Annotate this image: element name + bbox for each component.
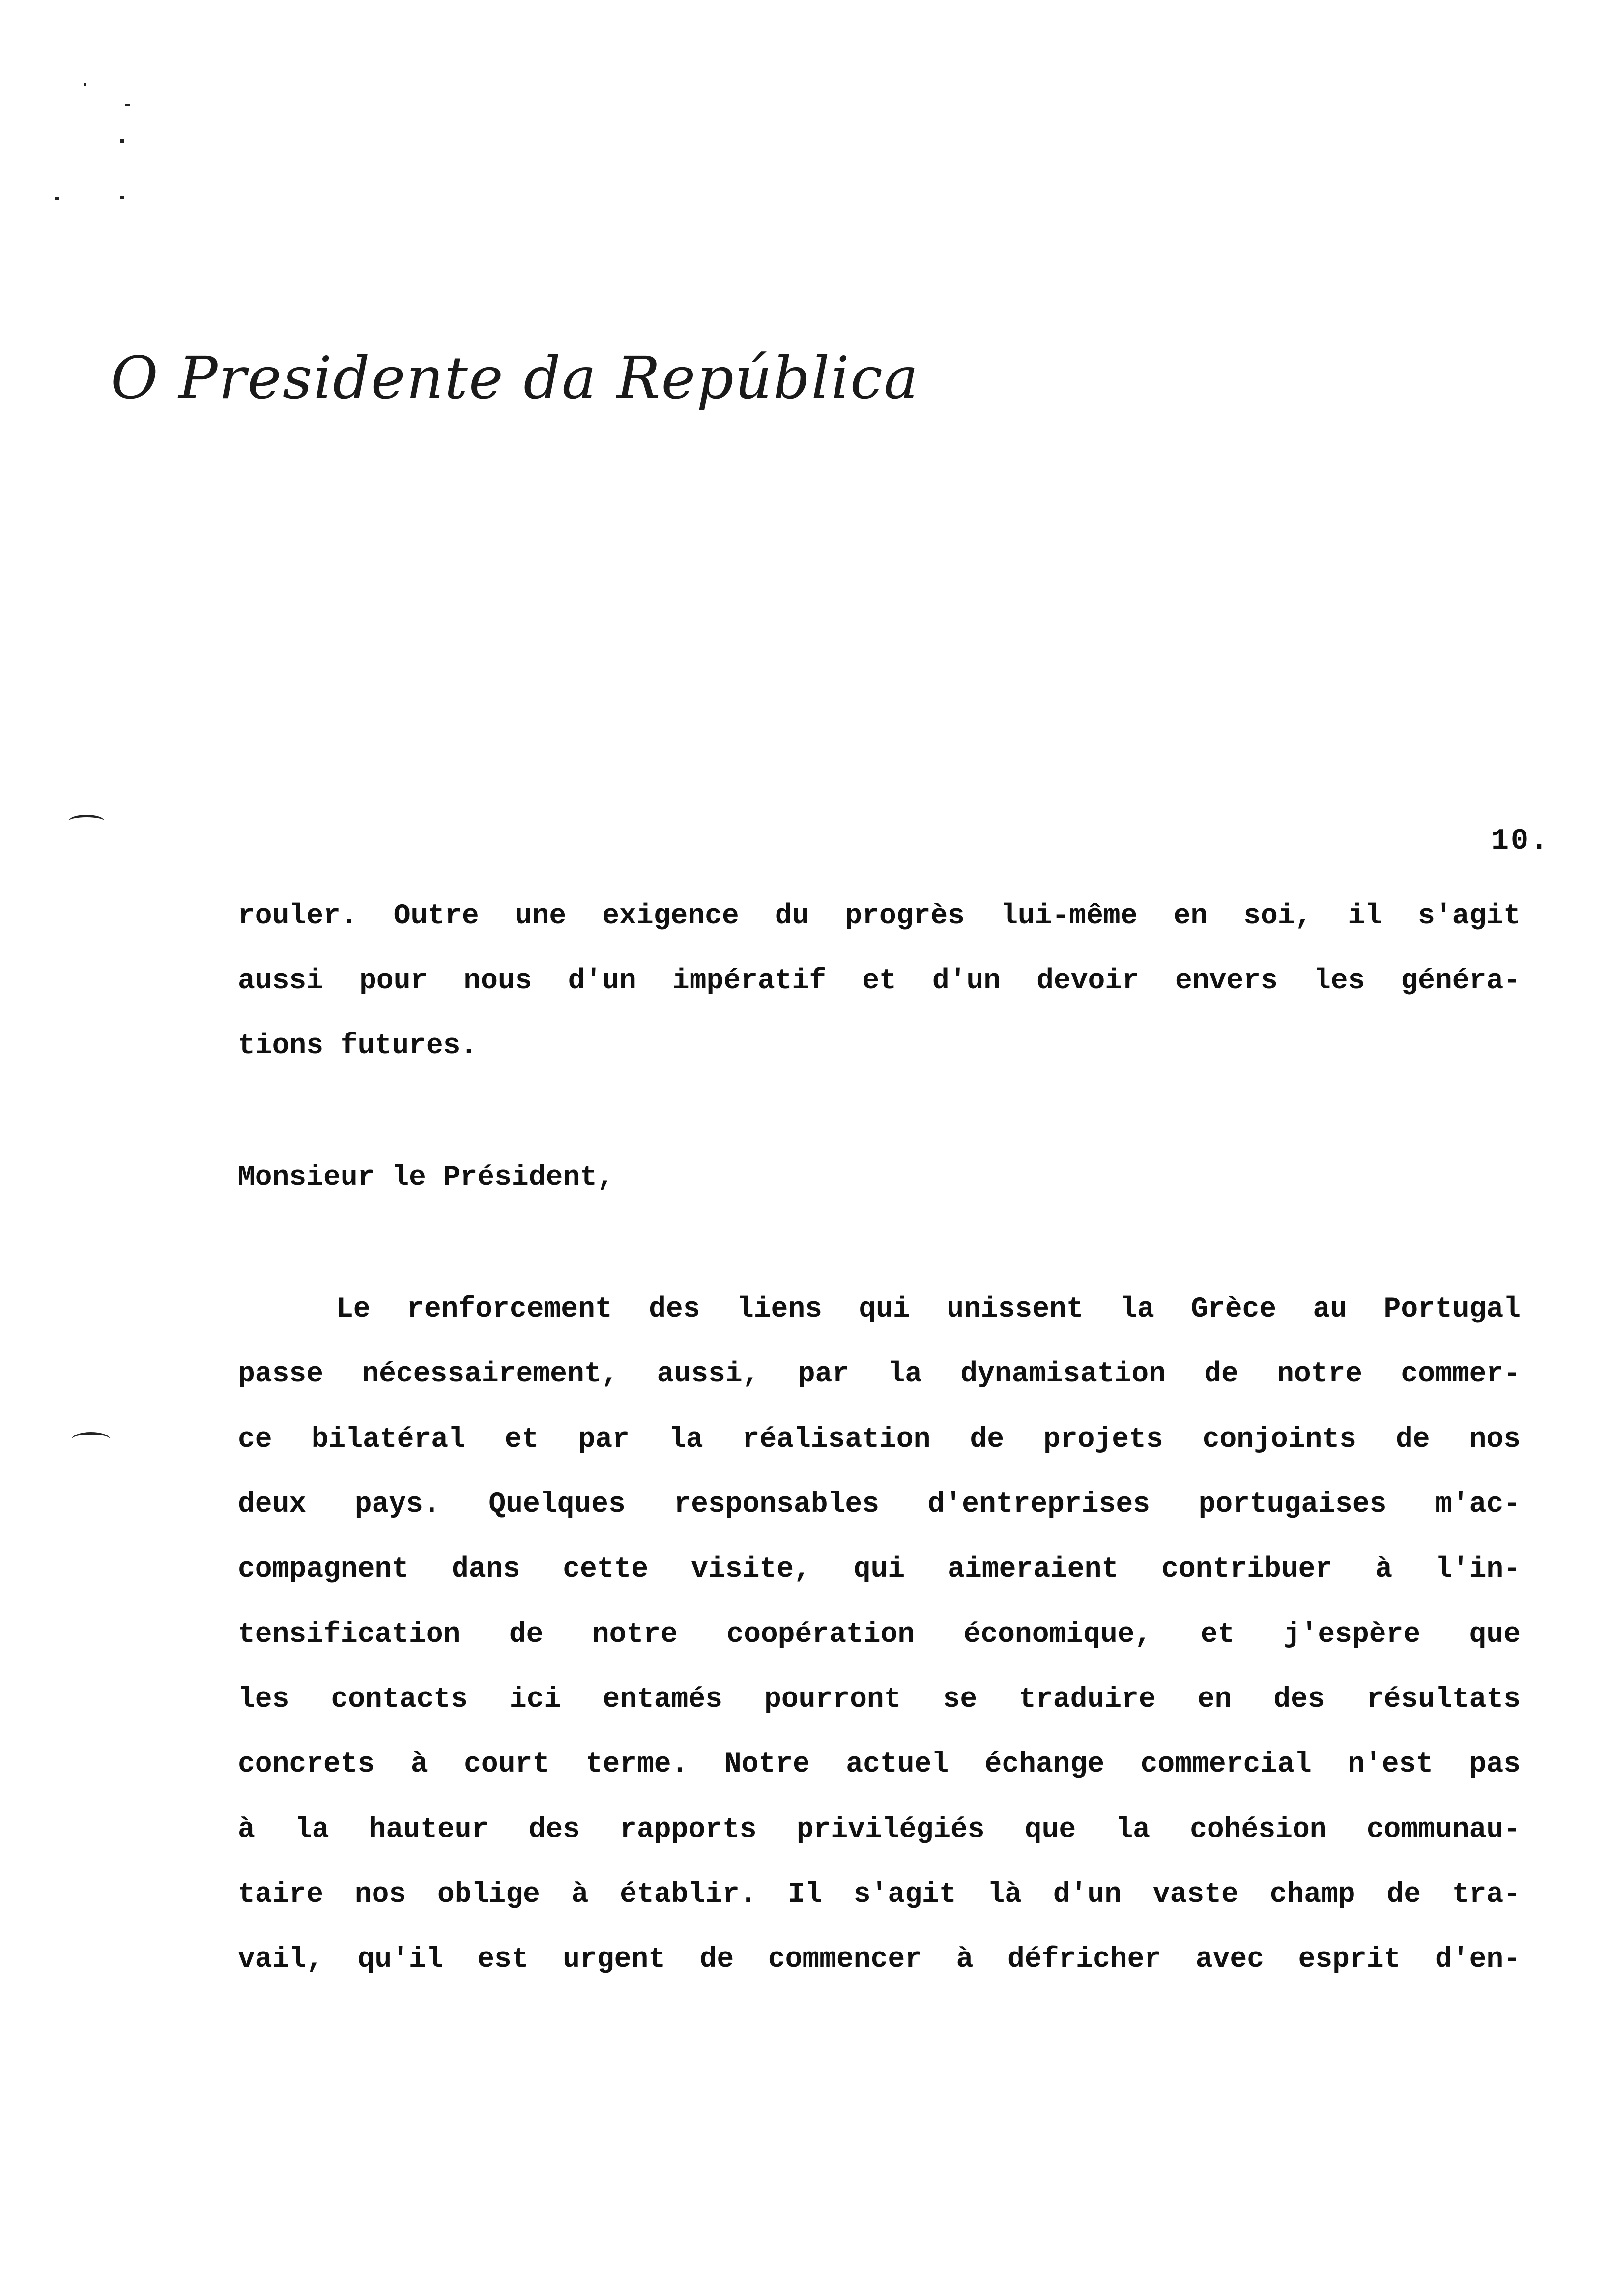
scan-mark	[120, 196, 124, 199]
text-line: rouler. Outre une exigence du progrès lui-même en soi, il s'agit	[238, 900, 1521, 932]
scan-mark	[55, 197, 59, 200]
text-line: aussi pour nous d'un impératif et d'un devoir envers les généra-	[238, 965, 1521, 997]
margin-arc	[69, 815, 104, 827]
text-line: tensification de notre coopération économique, et j'espère que	[238, 1619, 1521, 1651]
letterhead: O Presidente da República	[111, 344, 920, 412]
text-line: deux pays. Quelques responsables d'entreprises portugaises m'ac-	[238, 1489, 1521, 1521]
text-line: vail, qu'il est urgent de commencer à défricher avec esprit d'en-	[238, 1944, 1521, 1976]
scan-mark	[125, 104, 130, 106]
text-line: concrets à court terme. Notre actuel échange commercial n'est pas	[238, 1749, 1521, 1780]
salutation: Monsieur le Président,	[238, 1162, 614, 1194]
scan-mark	[84, 83, 86, 86]
text-line: les contacts ici entamés pourront se traduire en des résultats	[238, 1684, 1521, 1716]
text-line: passe nécessairement, aussi, par la dynamisation de notre commer-	[238, 1358, 1521, 1390]
scan-mark	[120, 139, 124, 143]
text-line: à la hauteur des rapports privilégiés que la cohésion communau-	[238, 1814, 1521, 1846]
text-line: tions futures.	[238, 1030, 478, 1062]
margin-arc	[72, 1432, 110, 1446]
text-line: ce bilatéral et par la réalisation de projets conjoints de nos	[238, 1424, 1521, 1456]
text-line: compagnent dans cette visite, qui aimeraient contribuer à l'in-	[238, 1553, 1521, 1585]
text-line: Le renforcement des liens qui unissent la Grèce au Portugal	[336, 1293, 1521, 1325]
text-line: taire nos oblige à établir. Il s'agit là d'un vaste champ de tra-	[238, 1879, 1521, 1911]
page-number: 10.	[1491, 825, 1550, 858]
